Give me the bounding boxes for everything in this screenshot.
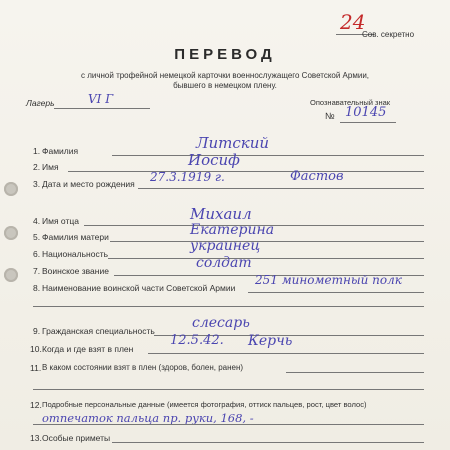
field-value-nationality: украинец [190,238,261,254]
id-tag-label: Опознавательный знак [310,98,391,107]
field-label-father-name: Имя отца [42,216,79,226]
field-value-captured-date: 12.5.42. [170,333,224,348]
field-value-birth-date: 27.3.1919 г. [150,170,225,184]
field-number: 9. [33,326,41,336]
punch-hole [4,182,18,196]
camp-underline [54,108,150,109]
field-value-first-name: Иосиф [188,151,240,169]
field-line [110,241,424,242]
document-number: 24 [340,10,366,34]
field-line [112,442,424,443]
field-value-rank: солдат [196,255,252,271]
field-value-father-name: Михаил [190,205,252,223]
field-value-birth-place: Фастов [290,169,344,184]
id-tag-no-label: № [325,111,335,121]
field-value-surname: Литский [196,134,270,152]
field-number: 4. [33,216,41,226]
field-number: 5. [33,232,41,242]
field-line-continuation [33,306,424,307]
field-label-nationality: Национальность [42,249,109,259]
field-label-surname: Фамилия [42,146,79,156]
field-line [68,171,424,172]
field-value-mother: Екатерина [190,222,275,238]
field-number: 10. [30,344,42,354]
field-number: 13. [30,433,42,443]
id-tag-value: 10145 [345,105,387,120]
field-label-personal-data: Подробные персональные данные (имеется фотография, оттиск пальцев, рост, цвет волос) [42,400,367,409]
field-value-captured-place: Керчь [248,333,293,349]
field-line [286,372,424,373]
field-label-profession: Гражданская специальность [42,326,155,336]
field-number: 3. [33,179,41,189]
camp-label: Лагерь [26,98,55,108]
field-value-profession: слесарь [192,315,250,331]
field-number: 6. [33,249,41,259]
punch-hole [4,226,18,240]
field-label-captured: Когда и где взят в плен [42,344,134,354]
field-number: 7. [33,266,41,276]
field-label-marks: Особые приметы [42,433,111,443]
field-line [112,155,424,156]
field-number: 1. [33,146,41,156]
field-line [33,424,424,425]
field-label-unit: Наименование воинской части Советской Армии [42,283,236,293]
field-line [138,188,424,189]
camp-value: VI Г [88,92,114,106]
subtitle-line-2: бывшего в немецком плену. [173,81,277,90]
field-number: 8. [33,283,41,293]
field-value-personal-data: отпечаток пальца пр. руки, 168, - [42,411,254,425]
field-label-rank: Воинское звание [42,266,109,276]
field-label-condition: В каком состоянии взят в плен (здоров, болен, ранен) [42,363,244,372]
field-label-first-name: Имя [42,162,59,172]
field-line [108,258,424,259]
classification-stamp: Сов. секретно [362,30,415,39]
field-number: 11. [30,363,42,373]
field-line-continuation [33,389,424,390]
field-number: 2. [33,162,41,172]
field-value-unit: 251 минометный полк [255,273,402,287]
id-tag-underline [340,122,396,123]
page-title: ПЕРЕВОД [174,46,276,63]
field-line [248,292,424,293]
punch-hole [4,268,18,282]
field-line [148,353,424,354]
field-label-mother: Фамилия матери [42,232,109,242]
field-number: 12. [30,400,42,410]
subtitle-line-1: с личной трофейной немецкой карточки военнослужащего Советской Армии, [80,71,370,80]
field-label-birth: Дата и место рождения [42,179,135,189]
